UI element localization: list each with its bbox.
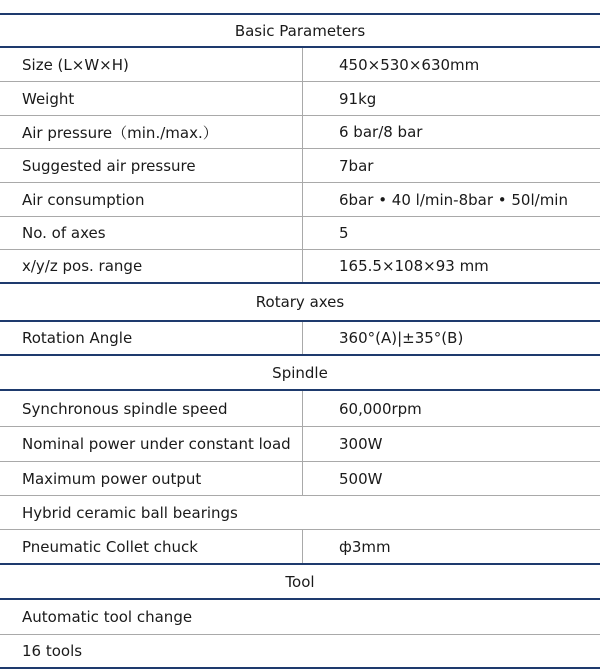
row-value: 5 bbox=[339, 224, 349, 242]
row-label: Hybrid ceramic ball bearings bbox=[22, 503, 238, 522]
row-value: ф3mm bbox=[339, 537, 391, 556]
section-header-tool bbox=[0, 565, 600, 600]
table-row-full bbox=[0, 496, 600, 530]
table-row bbox=[0, 48, 600, 82]
section-title: Rotary axes bbox=[255, 293, 345, 311]
section-header-spindle bbox=[0, 356, 600, 391]
section-header-basic-parameters bbox=[0, 15, 600, 48]
row-label: Weight bbox=[0, 82, 303, 115]
row-value: 300W bbox=[339, 435, 383, 453]
row-label: Suggested air pressure bbox=[0, 149, 303, 182]
table-row bbox=[0, 250, 600, 284]
section-header-rotary-axes bbox=[0, 284, 600, 322]
table-row bbox=[0, 149, 600, 183]
section-title: Tool bbox=[285, 572, 315, 591]
table-row bbox=[0, 530, 600, 565]
row-label: Rotation Angle bbox=[0, 322, 303, 354]
row-value: 500W bbox=[339, 469, 383, 488]
row-label: x/y/z pos. range bbox=[0, 250, 303, 282]
row-label: Nominal power under constant load bbox=[0, 427, 303, 461]
table-row-full bbox=[0, 635, 600, 669]
table-row bbox=[0, 116, 600, 149]
row-label: No. of axes bbox=[0, 217, 303, 249]
table-row bbox=[0, 82, 600, 116]
table-row bbox=[0, 217, 600, 250]
row-value: 165.5×108×93 mm bbox=[339, 257, 489, 275]
row-label: Automatic tool change bbox=[22, 608, 193, 626]
row-label: Air consumption bbox=[0, 183, 303, 216]
table-row-full bbox=[0, 600, 600, 635]
row-value: 7bar bbox=[339, 156, 374, 175]
row-label: Air pressure（min./max.） bbox=[0, 116, 303, 148]
row-value: 91kg bbox=[339, 89, 377, 108]
row-value: 60,000rpm bbox=[339, 399, 422, 418]
table-row bbox=[0, 462, 600, 496]
table-row bbox=[0, 322, 600, 356]
table-row bbox=[0, 183, 600, 217]
table-row bbox=[0, 391, 600, 427]
section-title: Basic Parameters bbox=[234, 21, 366, 40]
section-title: Spindle bbox=[272, 363, 328, 382]
row-label: Synchronous spindle speed bbox=[0, 391, 303, 426]
row-value: 450×530×630mm bbox=[339, 55, 480, 74]
row-value: 360°(A)|±35°(B) bbox=[339, 329, 464, 347]
spec-table bbox=[0, 13, 600, 669]
row-label: Pneumatic Collet chuck bbox=[0, 530, 303, 563]
table-row bbox=[0, 427, 600, 462]
row-label: 16 tools bbox=[22, 642, 83, 660]
row-label: Maximum power output bbox=[0, 462, 303, 495]
row-value: 6 bar/8 bar bbox=[339, 123, 423, 141]
row-value: 6bar • 40 l/min-8bar • 50l/min bbox=[339, 190, 568, 209]
row-label: Size (L×W×H) bbox=[0, 48, 303, 81]
